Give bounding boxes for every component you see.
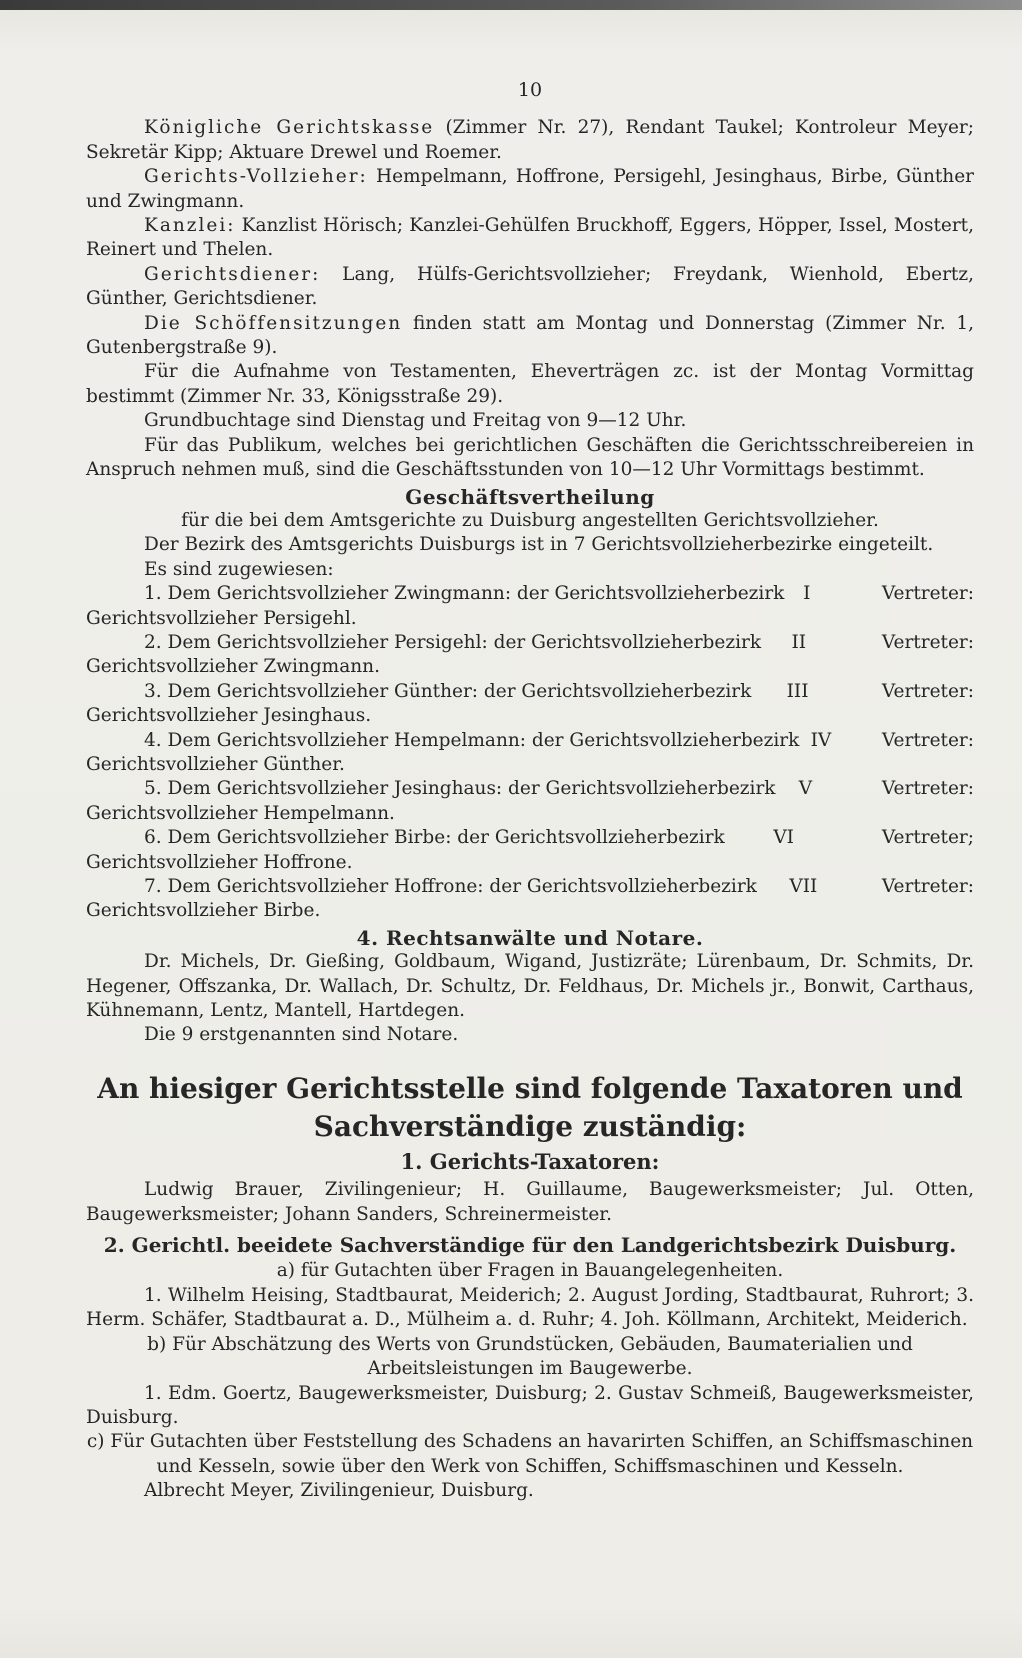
section-c-list: Albrecht Meyer, Zivilingenieur, Duisburg.: [144, 1480, 534, 1502]
scan-top-edge: [0, 0, 1022, 10]
distribution-line: Es sind zugewiesen:: [144, 558, 334, 580]
distribution-line: Der Bezirk des Amtsgerichts Duisburgs ist in 7 Gerichtsvollzieherbezirke eingeteilt.: [144, 534, 934, 556]
distribution-subtitle: für die bei dem Amtsgerichte zu Duisburg angestellten Gerichtsvollzieher.: [181, 509, 879, 531]
section-b-heading: b) Für Abschätzung des Werts von Grundstücken, Gebäuden, Baumaterialien und Arbeitsleistungen im Baugewerbe.: [147, 1333, 913, 1380]
page-content: [86, 78, 974, 1504]
section-b-list: 1. Edm. Goertz, Baugewerksmeister, Duisburg; 2. Gustav Schmeiß, Baugewerksmeister, Duisburg.: [86, 1382, 974, 1428]
page-number: 10: [517, 79, 543, 101]
distribution-heading: Geschäftsvertheilung: [405, 484, 655, 509]
distribution-entry: 3. Dem Gerichtsvollzieher Günther: der Gerichtsvollzieherbezirk III Vertreter: Gerichtsvollzieher Jesinghaus.: [86, 680, 974, 727]
section-a-heading: a) für Gutachten über Fragen in Bauangelegenheiten.: [276, 1260, 784, 1282]
lawyers-heading: 4. Rechtsanwälte und Notare.: [356, 925, 704, 950]
intro-paragraph: Königliche Gerichtskasse (Zimmer Nr. 27), Rendant Taukel; Kontroleur Meyer; Sekretär Kipp; Aktuare Drewel und Roemer.: [86, 117, 974, 163]
taxators-list: Ludwig Brauer, Zivilingenieur; H. Guillaume, Baugewerksmeister; Jul. Otten, Baugewerksmeister; Johann Sanders, Schreinermeister.: [86, 1179, 974, 1225]
intro-paragraph: Die Schöffensitzungen finden statt am Montag und Donnerstag (Zimmer Nr. 1, Gutenbergstraße 9).: [86, 312, 974, 359]
sworn-experts-heading: 2. Gerichtl. beeidete Sachverständige für den Landgerichtsbezirk Duisburg.: [103, 1233, 957, 1258]
intro-paragraph: Grundbuchtage sind Dienstag und Freitag von 9—12 Uhr.: [144, 410, 687, 432]
intro-paragraph: Gerichtsdiener: Lang, Hülfs-Gerichtsvollzieher; Freydank, Wienhold, Ebertz, Günther, Gerichtsdiener.: [86, 263, 974, 310]
intro-paragraph: Für das Publikum, welches bei gerichtlichen Geschäften die Gerichtsschreibereien in Anspruch nehmen muß, sind die Geschäftsstunden von 10—12 Uhr Vormittags bestimmt.: [86, 434, 974, 481]
distribution-entry: 4. Dem Gerichtsvollzieher Hempelmann: der Gerichtsvollzieherbezirk IV Vertreter: Gerichtsvollzieher Günther.: [86, 729, 974, 775]
experts-heading: An hiesiger Gerichtsstelle sind folgende Taxatoren und Sachverständige zuständig:: [97, 1071, 963, 1143]
distribution-entry: 6. Dem Gerichtsvollzieher Birbe: der Gerichtsvollzieherbezirk VI Vertreter; Gerichtsvollzieher Hoffrone.: [86, 827, 974, 873]
distribution-entry: 7. Dem Gerichtsvollzieher Hoffrone: der Gerichtsvollzieherbezirk VII Vertreter: Gerichtsvollzieher Birbe.: [86, 876, 974, 922]
distribution-entry: 5. Dem Gerichtsvollzieher Jesinghaus: der Gerichtsvollzieherbezirk V Vertreter: Gerichtsvollzieher Hempelmann.: [86, 778, 974, 824]
taxators-heading: 1. Gerichts-Taxatoren:: [400, 1148, 660, 1174]
section-a-list: 1. Wilhelm Heising, Stadtbaurat, Meiderich; 2. August Jording, Stadtbaurat, Ruhrort; 3. Herm. Schäfer, Stadtbaurat a. D., Mülheim a. d. Ruhr; 4. Joh. Köllmann, Architekt, Meiderich.: [86, 1284, 974, 1331]
distribution-entry: 1. Dem Gerichtsvollzieher Zwingmann: der Gerichtsvollzieherbezirk I Vertreter: Gerichtsvollzieher Persigehl.: [86, 583, 974, 629]
intro-paragraph: Gerichts-Vollzieher: Hempelmann, Hoffrone, Persigehl, Jesinghaus, Birbe, Günther und Zwingmann.: [86, 166, 974, 212]
distribution-entry: 2. Dem Gerichtsvollzieher Persigehl: der Gerichtsvollzieherbezirk II Vertreter: Gerichtsvollzieher Zwingmann.: [86, 631, 974, 678]
lawyers-list: Dr. Michels, Dr. Gießing, Goldbaum, Wigand, Justizräte; Lürenbaum, Dr. Schmits, Dr. Hegener, Offszanka, Dr. Wallach, Dr. Schultz, Dr. Feldhaus, Dr. Michels jr., Bonwit, Carthaus, Kühnemann, Lentz, Mantell, Hartdegen.: [86, 951, 974, 1022]
lawyers-note: Die 9 erstgenannten sind Notare.: [144, 1024, 459, 1046]
intro-paragraph: Kanzlei: Kanzlist Hörisch; Kanzlei-Gehülfen Bruckhoff, Eggers, Höpper, Issel, Mostert, Reinert und Thelen.: [86, 215, 974, 261]
intro-paragraph: Für die Aufnahme von Testamenten, Eheverträgen zc. ist der Montag Vormittag bestimmt (Zimmer Nr. 33, Königsstraße 29).: [86, 361, 974, 407]
section-c-heading: c) Für Gutachten über Feststellung des Schadens an havarirten Schiffen, an Schiffsmaschinen und Kesseln, sowie über den Werk von Schiffen, Schiffsmaschinen und Kesseln.: [86, 1431, 974, 1477]
